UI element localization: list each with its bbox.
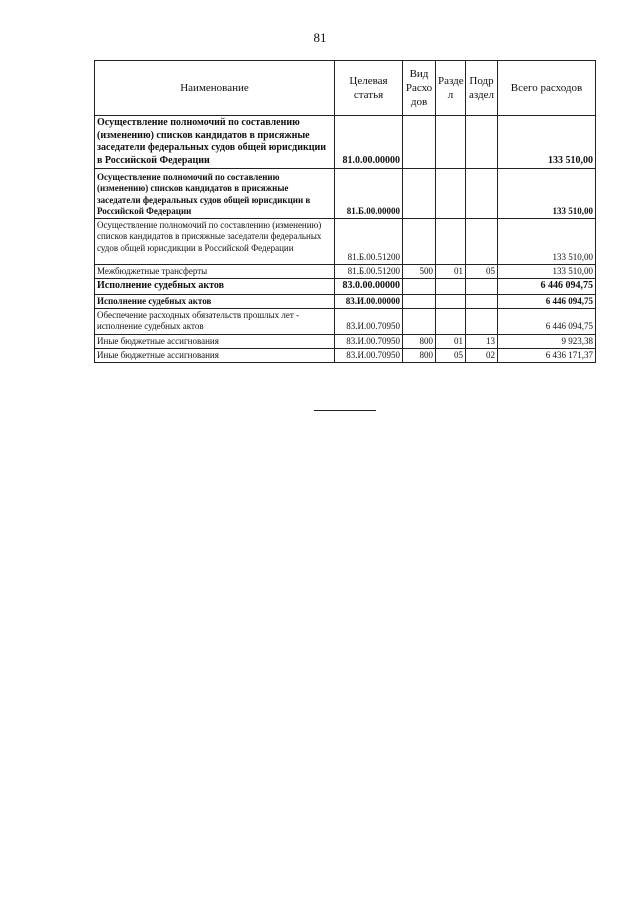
row-subsection (466, 169, 498, 219)
row-total: 6 446 094,75 (498, 294, 596, 308)
row-subsection (466, 219, 498, 265)
row-target: 81.Б.00.51200 (335, 219, 403, 265)
header-subsection: Подр аздел (466, 61, 498, 116)
row-total: 133 510,00 (498, 169, 596, 219)
table-row (95, 279, 596, 295)
table-row (95, 219, 596, 265)
row-exp-type: 800 (403, 334, 436, 348)
row-section: 05 (436, 348, 466, 362)
row-target: 83.И.00.00000 (335, 294, 403, 308)
row-total: 133 510,00 (498, 265, 596, 279)
table-row (95, 116, 596, 169)
row-target: 83.И.00.70950 (335, 348, 403, 362)
row-exp-type: 800 (403, 348, 436, 362)
row-subsection: 13 (466, 334, 498, 348)
row-name: Иные бюджетные ассигнования (95, 334, 335, 348)
row-total: 133 510,00 (498, 116, 596, 169)
row-section (436, 309, 466, 335)
row-total: 6 446 094,75 (498, 309, 596, 335)
row-total: 133 510,00 (498, 219, 596, 265)
row-section (436, 294, 466, 308)
header-total-expenses: Всего расходов (498, 61, 596, 116)
row-exp-type (403, 309, 436, 335)
row-target: 81.Б.00.00000 (335, 169, 403, 219)
row-subsection (466, 116, 498, 169)
row-section (436, 169, 466, 219)
row-exp-type (403, 279, 436, 295)
row-total: 9 923,38 (498, 334, 596, 348)
table-row (95, 169, 596, 219)
row-exp-type (403, 219, 436, 265)
row-exp-type: 500 (403, 265, 436, 279)
header-target-article: Целевая статья (335, 61, 403, 116)
header-section: Разде л (436, 61, 466, 116)
row-section: 01 (436, 265, 466, 279)
row-subsection (466, 294, 498, 308)
row-subsection: 02 (466, 348, 498, 362)
row-name: Осуществление полномочий по составлению (изменению) списков кандидатов в присяжные заседатели федеральных судов общей юрисдикции в Российской Федерации (95, 219, 335, 265)
row-total: 6 436 171,37 (498, 348, 596, 362)
row-target: 81.0.00.00000 (335, 116, 403, 169)
table-row (95, 334, 596, 348)
row-subsection: 05 (466, 265, 498, 279)
table-row (95, 309, 596, 335)
row-section (436, 219, 466, 265)
row-name: Исполнение судебных актов (95, 294, 335, 308)
row-name: Осуществление полномочий по составлению (изменению) списков кандидатов в присяжные заседатели федеральных судов общей юрисдикции в Российской Федерации (95, 116, 335, 169)
page-number: 81 (313, 30, 327, 45)
table-row (95, 265, 596, 279)
row-section (436, 279, 466, 295)
table-header-row (95, 61, 596, 116)
row-target: 81.Б.00.51200 (335, 265, 403, 279)
budget-table (94, 60, 596, 363)
end-divider-line (314, 410, 376, 411)
table-row (95, 294, 596, 308)
row-subsection (466, 279, 498, 295)
row-name: Осуществление полномочий по составлению (изменению) списков кандидатов в присяжные заседатели федеральных судов общей юрисдикции в Российской Федерации (95, 169, 335, 219)
row-target: 83.И.00.70950 (335, 309, 403, 335)
row-section: 01 (436, 334, 466, 348)
row-exp-type (403, 294, 436, 308)
row-exp-type (403, 169, 436, 219)
row-section (436, 116, 466, 169)
row-target: 83.0.00.00000 (335, 279, 403, 295)
row-name: Исполнение судебных актов (95, 279, 335, 295)
header-expense-type: Вид Расхо дов (403, 61, 436, 116)
row-name: Иные бюджетные ассигнования (95, 348, 335, 362)
header-name: Наименование (95, 61, 335, 116)
row-subsection (466, 309, 498, 335)
row-name: Обеспечение расходных обязательств прошлых лет - исполнение судебных актов (95, 309, 335, 335)
table-row (95, 348, 596, 362)
row-exp-type (403, 116, 436, 169)
row-target: 83.И.00.70950 (335, 334, 403, 348)
row-total: 6 446 094,75 (498, 279, 596, 295)
row-name: Межбюджетные трансферты (95, 265, 335, 279)
